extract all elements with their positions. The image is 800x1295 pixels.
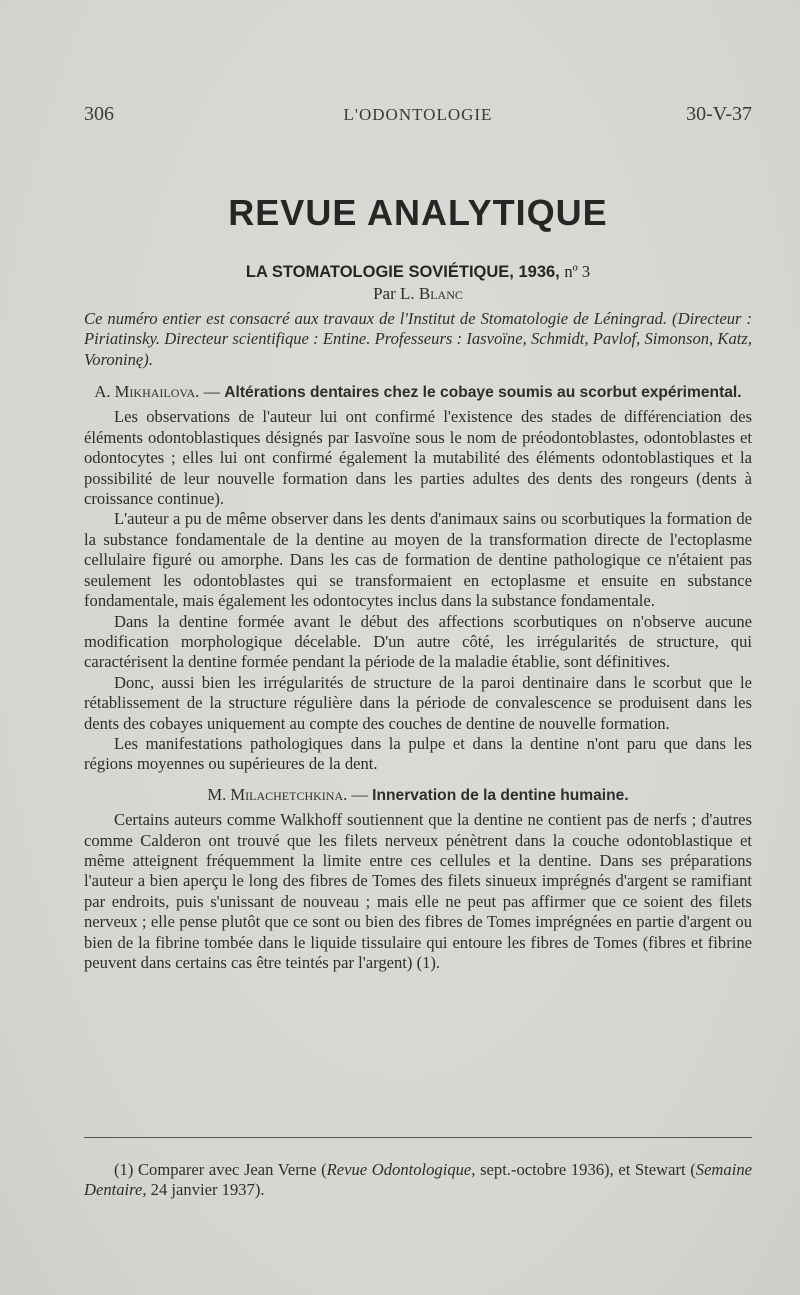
spacer bbox=[84, 775, 752, 785]
article-author: A. Mikhailova. bbox=[94, 382, 200, 402]
review-intro: Ce numéro entier est consacré aux travaux de l'Institut de Stomatologie de Léningrad. (Directeur : Piriatinsky. Directeur scientifique : Entine. Professeurs : Iasvoïne, Schmidt, Pavlof, Simonson, Katz, Voroninę). bbox=[84, 308, 752, 369]
article-heading bbox=[84, 785, 752, 806]
paragraph: Certains auteurs comme Walkhoff soutiennent que la dentine ne contient pas de nerfs ; d'autres comme Calderon ont trouvé que les filets nerveux pénètrent dans la couche odontoblastique et même atteignent fréquemment la limite entre ces cellules et la dentine. Dans ses préparations l'auteur a bien aperçu le long des fibres de Tomes des filets sinueux imprégnés d'argent se ramifiant par endroits, puis s'unissant de nouveau ; mais elle ne peut pas affirmer que ce soient des filets nerveux ; elle pense plutôt que ce sont ou bien des fibres de Tomes imprégnées en partie d'argent ou bien de la fibrine tombée dans le liquide tissulaire qui entoure les fibres de Tomes (fibres et fibrine peuvent dans certains cas être teintés par l'argent) (1). bbox=[84, 810, 752, 972]
article-title: Innervation de la dentine humaine. bbox=[372, 786, 629, 804]
paragraph: Les manifestations pathologiques dans la pulpe et dans la dentine n'ont paru que dans les régions moyennes ou supérieures de la dent. bbox=[84, 733, 752, 774]
journal-name: L'ODONTOLOGIE bbox=[343, 105, 493, 124]
footnote-marker: (1) Comparer avec Jean Verne ( bbox=[114, 1159, 327, 1179]
article-title: Altérations dentaires chez le cobaye soumis au scorbut expérimental. bbox=[224, 384, 742, 402]
footnote-divider bbox=[84, 1137, 752, 1138]
article-dash: — bbox=[347, 784, 373, 804]
body-text bbox=[84, 262, 752, 973]
review-heading bbox=[84, 262, 752, 282]
footnote-mid: sept.-octobre 1936), et Stewart ( bbox=[475, 1159, 696, 1179]
paragraph: Dans la dentine formée avant le début des affections scorbutiques on n'observe aucune modification morphologique décelable. D'un autre côté, les irrégularités de structure, qui caractérisent la dentine formée pendant la période de la maladie établie, sont définitives. bbox=[84, 611, 752, 672]
running-header bbox=[84, 103, 752, 131]
byline bbox=[84, 284, 752, 304]
footnote-ref-2: Semaine Dentaire, bbox=[84, 1159, 752, 1199]
paragraph: L'auteur a pu de même observer dans les dents d'animaux sains ou scorbutiques la formation de la substance fondamentale de la dentine au moyen de la transformation directe de l'ectoplasme cellulaire figuré ou amorphe. Dans les cas de formation de dentine pathologique ce n'étaient pas seulement les odontoblastes qui se transformaient en ectoplasme et ensuite en substance fondamentale, mais également les odontocytes inclus dans la substance fondamentale. bbox=[84, 509, 752, 611]
article-dash: — bbox=[199, 382, 225, 402]
byline-name: Blanc bbox=[418, 284, 463, 304]
review-issue-number: nº 3 bbox=[564, 262, 591, 281]
footnote-ref-1: Revue Odontologique, bbox=[326, 1159, 476, 1179]
issue-date: 30-V-37 bbox=[686, 103, 752, 125]
section-title: REVUE ANALYTIQUE bbox=[228, 192, 608, 233]
page-number: 306 bbox=[84, 103, 114, 125]
article-heading bbox=[84, 382, 752, 403]
paragraph: Donc, aussi bien les irrégularités de structure de la paroi dentinaire dans le scorbut que le rétablissement de la structure régulière dans la période de convalescence se produisent dans les dents des cobayes uniquement au compte des couches de dentine de nouvelle formation. bbox=[84, 672, 752, 733]
review-heading-text: LA STOMATOLOGIE SOVIÉTIQUE, 1936, bbox=[245, 263, 560, 281]
paragraph: Les observations de l'auteur lui ont confirmé l'existence des stades de différenciation des éléments odontoblastiques désignés par Iasvoïne sous le nom de préodontoblastes, odontoblastes et odontocytes ; elles lui ont confirmé également la mutabilité des éléments odontoblastiques et la possibilité de leur nouvelle formation dans les parties adultes des dents des rongeurs (dents à croissance continue). bbox=[84, 407, 752, 509]
byline-prefix: Par L. bbox=[373, 284, 415, 304]
footnote bbox=[84, 1160, 752, 1201]
footnote-end: 24 janvier 1937). bbox=[146, 1180, 265, 1199]
article-author: M. Milachetchkina. bbox=[207, 784, 348, 804]
